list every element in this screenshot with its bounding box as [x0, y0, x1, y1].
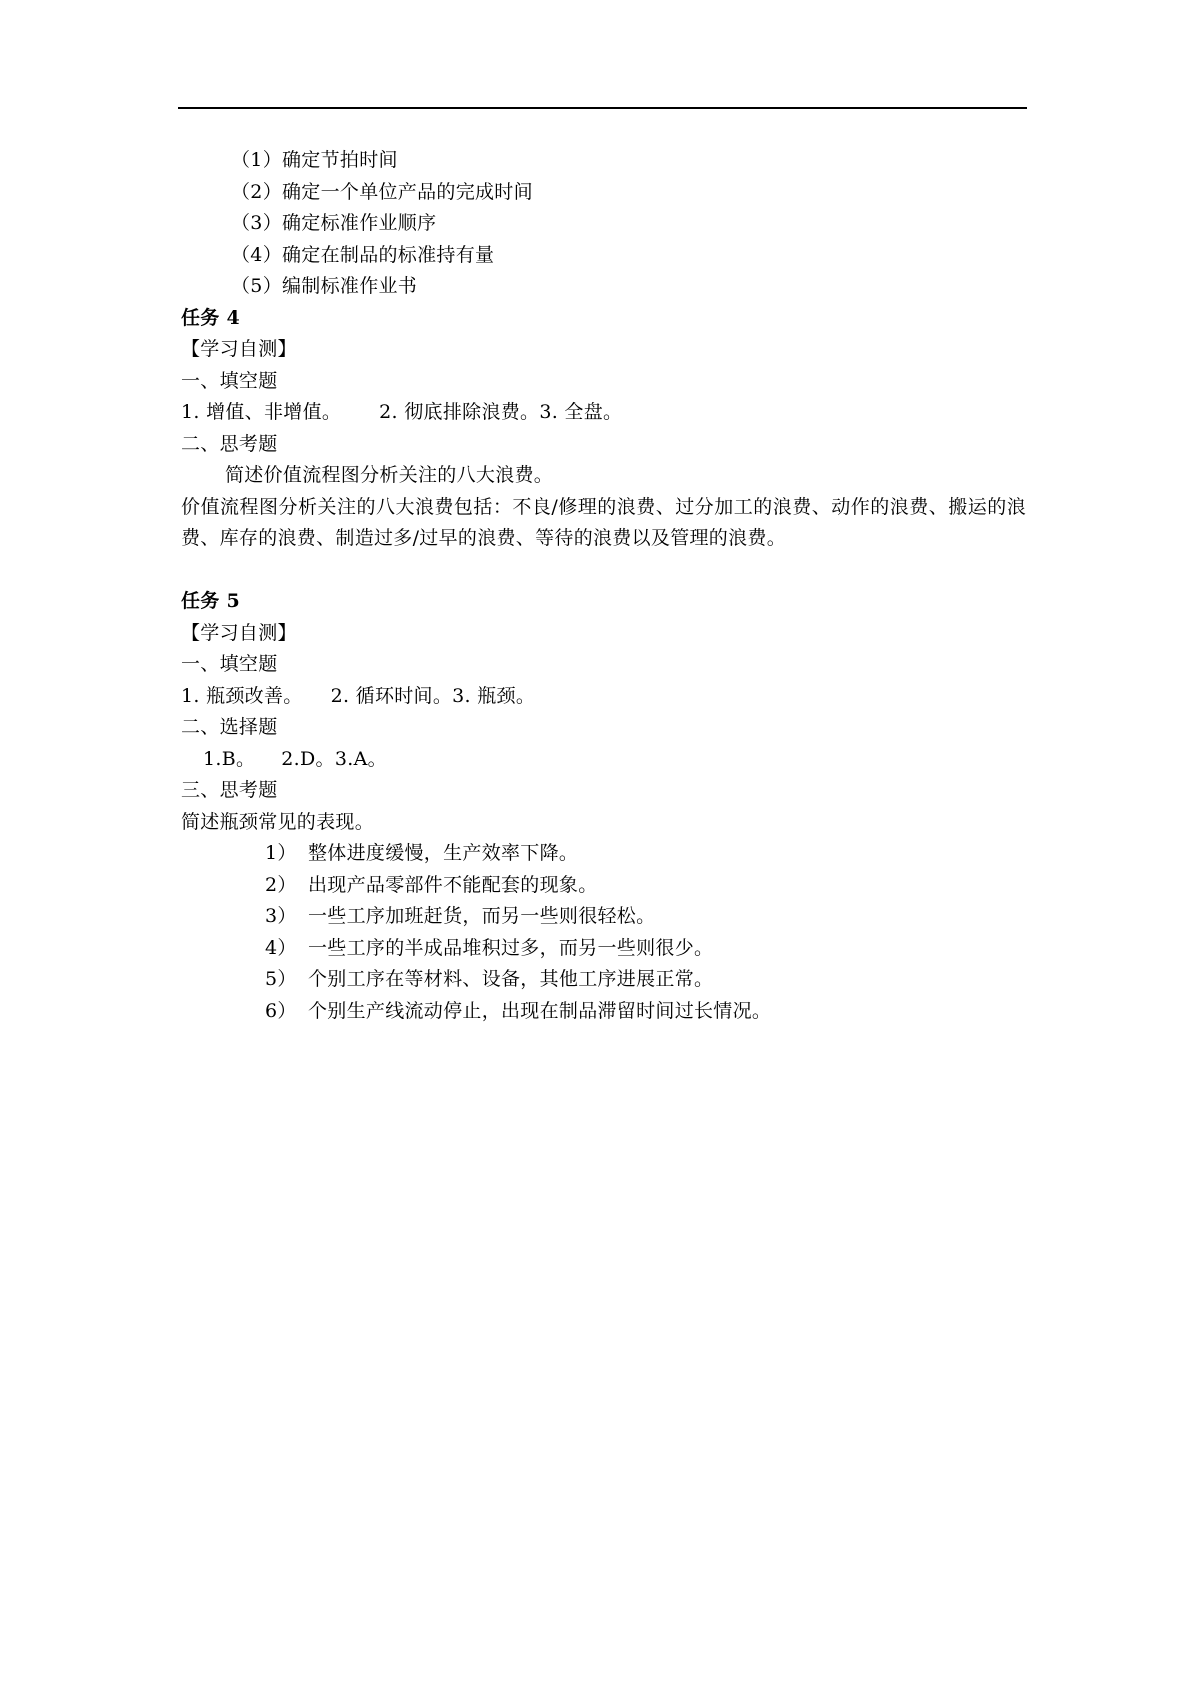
- step-item: （1）确定节拍时间: [231, 149, 398, 171]
- list-item-number: 4）: [265, 936, 297, 959]
- step-item: （3）确定标准作业顺序: [231, 212, 437, 234]
- list-item: [181, 964, 1026, 996]
- list-item: [181, 996, 1026, 1028]
- list-item: [181, 870, 1026, 902]
- header-rule: [178, 107, 1027, 109]
- list-item-number: 2）: [265, 873, 297, 896]
- list-item-text: 一些工序的半成品堆积过多，而另一些则很少。: [308, 936, 714, 959]
- task5-title: 任务 5: [181, 590, 241, 612]
- step-item: （4）确定在制品的标准持有量: [231, 243, 495, 266]
- task5-choice-answers: [181, 744, 1026, 776]
- task5-choice-answer-1: 1.B。: [203, 747, 256, 770]
- section-spacer: [181, 555, 1026, 587]
- list-item-text: 出现产品零部件不能配套的现象。: [308, 873, 598, 896]
- list-item: [181, 901, 1026, 933]
- document-content: [181, 145, 1026, 1027]
- list-item-text: 个别生产线流动停止，出现在制品滞留时间过长情况。: [308, 999, 772, 1022]
- list-item-number: 3）: [265, 905, 297, 927]
- task4-question: 简述价值流程图分析关注的八大浪费。: [225, 464, 554, 486]
- bottleneck-symptom-list: [181, 838, 1026, 1027]
- task5-self-test-label: 【学习自测】: [181, 621, 297, 644]
- list-item-number: 6）: [265, 999, 297, 1022]
- task5-fill-answer-2: 2. 循环时间。3. 瓶颈。: [330, 684, 536, 707]
- list-item: [181, 838, 1026, 870]
- list-item-text: 个别工序在等材料、设备，其他工序进展正常。: [308, 968, 714, 990]
- task4-fill-answer-1: 1. 增值、非增值。: [181, 401, 342, 423]
- task4-fill-answers: [181, 397, 1026, 429]
- list-item-number: 5）: [265, 968, 297, 990]
- step-item: （5）编制标准作业书: [231, 275, 418, 297]
- task5-choice-answer-2: 2.D。3.A。: [281, 747, 387, 770]
- task5-fill-answer-1: 1. 瓶颈改善。: [181, 684, 303, 707]
- task4-fill-heading: 一、填空题: [181, 369, 278, 392]
- list-item-text: 整体进度缓慢，生产效率下降。: [308, 842, 579, 864]
- task5-fill-heading: 一、填空题: [181, 653, 278, 675]
- list-item-number: 1）: [265, 842, 297, 864]
- task5-think-heading: 三、思考题: [181, 779, 278, 801]
- task5-choice-heading: 二、选择题: [181, 716, 278, 738]
- task4-title: 任务 4: [181, 306, 241, 329]
- task4-self-test-label: 【学习自测】: [181, 338, 297, 360]
- task4-think-heading: 二、思考题: [181, 432, 278, 455]
- task5-question: 简述瓶颈常见的表现。: [181, 810, 375, 833]
- task4-section: [181, 303, 1026, 555]
- standard-work-steps: [181, 145, 1026, 303]
- task4-fill-answer-2: 2. 彻底排除浪费。3. 全盘。: [379, 401, 623, 423]
- list-item: [181, 933, 1026, 965]
- step-item: （2）确定一个单位产品的完成时间: [231, 180, 533, 203]
- task5-fill-answers: [181, 681, 1026, 713]
- task4-answer: 价值流程图分析关注的八大浪费包括：不良/修理的浪费、过分加工的浪费、动作的浪费、搬运的浪费、库存的浪费、制造过多/过早的浪费、等待的浪费以及管理的浪费。: [181, 495, 1026, 549]
- list-item-text: 一些工序加班赶货，而另一些则很轻松。: [308, 905, 656, 927]
- task5-section: [181, 586, 1026, 1027]
